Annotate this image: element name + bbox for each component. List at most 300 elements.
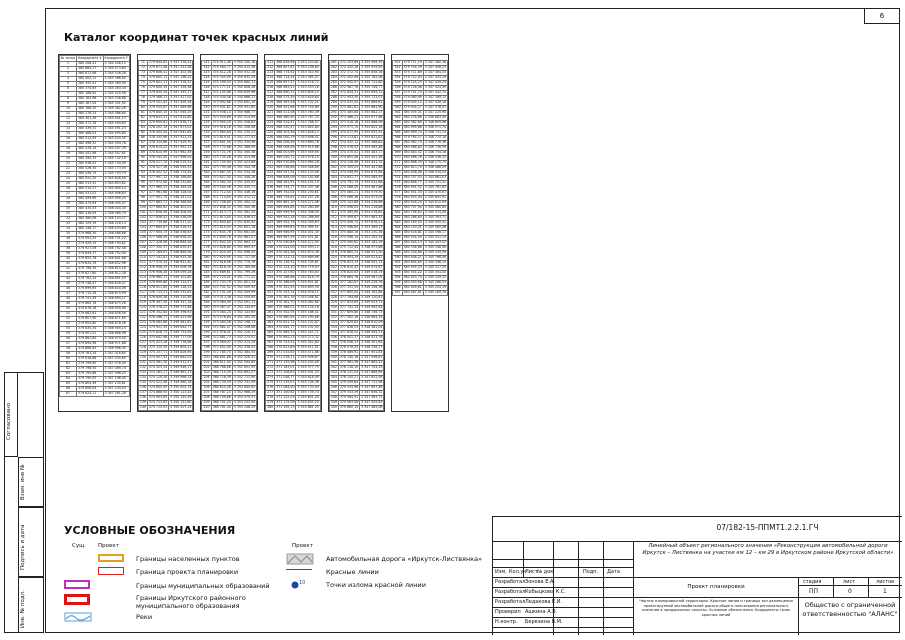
coord-y-cell: 3 349 023,41 (361, 254, 383, 259)
point-number-cell: 113 (139, 269, 146, 274)
coord-y-cell: 3 346 832,96 (103, 262, 129, 267)
point-number-cell: 112 (139, 264, 146, 269)
coord-y-cell: 3 353 915,88 (297, 144, 319, 149)
coord-x-cell: 379 080,99 (403, 94, 422, 99)
legend-item-project-boundary: Граница проекта планировки (136, 568, 239, 576)
point-number-cell: 173 (203, 219, 210, 224)
coord-x-cell: 375 880,16 (339, 229, 359, 234)
coord-y-cell: 3 345 826,90 (103, 177, 129, 182)
point-number-cell: 3 (60, 72, 77, 77)
coord-y-cell: 3 354 976,11 (297, 289, 319, 294)
point-number-cell: 284 (330, 74, 337, 79)
coord-y-cell: 3 352 144,67 (233, 304, 256, 309)
coord-y-cell: 3 350 988,77 (233, 109, 256, 114)
coord-y-cell: 3 351 695,47 (233, 244, 256, 249)
catalog-column (264, 54, 322, 412)
coord-x-cell: 376 266,77 (148, 314, 168, 319)
coord-x-cell: 379 534,98 (339, 384, 359, 389)
coord-y-cell: 3 353 079,31 (233, 394, 256, 399)
coord-y-cell: 3 346 751,22 (103, 237, 129, 242)
legend-item-red-lines: Красные линии (326, 568, 379, 576)
point-number-cell: 185 (203, 279, 210, 284)
name-4: Ашкина А.В. (525, 609, 558, 615)
coord-y-cell: 3 346 738,59 (424, 144, 447, 149)
coord-x-cell: 380 439,31 (77, 127, 104, 132)
coord-y-cell: 3 353 962,43 (361, 214, 383, 219)
coord-y-cell: 3 355 085,93 (361, 174, 383, 179)
point-number-cell: 181 (203, 259, 210, 264)
point-number-cell: 371 (394, 159, 401, 164)
coord-y-cell: 3 349 966,13 (170, 374, 192, 379)
point-number-cell: 283 (330, 69, 337, 74)
point-number-cell: 131 (139, 359, 146, 364)
coord-y-cell: 3 347 464,03 (424, 69, 447, 74)
coord-x-cell: 380 372,78 (77, 122, 104, 127)
sheet-description: Чертеж планировочной территории. Красные линии и границы зон размещения проектируемой автомобильной дороги общего пользования регионального значения в придорожных полосах. Условные обозначения. Координаты точек красных линий (639, 599, 793, 617)
point-number-cell: 93 (138, 170, 147, 175)
point-number-cell: 312 (330, 214, 337, 219)
coord-y-cell: 3 350 151,80 (170, 399, 192, 404)
municipal-boundary-swatch (64, 580, 90, 589)
coord-x-cell: 375 712,44 (339, 244, 359, 249)
point-number-cell: 199 (203, 349, 210, 354)
point-number-cell: 208 (203, 394, 210, 399)
coord-y-cell: 3 347 951,83 (361, 349, 383, 354)
point-number-cell: 298 (330, 144, 337, 149)
coord-y-cell: 3 353 236,85 (297, 64, 319, 69)
point-number-cell: 84 (138, 125, 147, 130)
coord-y-cell: 3 351 780,08 (233, 264, 256, 269)
coord-y-cell: 3 345 374,49 (424, 209, 447, 214)
legend-item-road: Автомобильная дорога «Иркутск-Листвянка» (326, 555, 483, 563)
coord-y-cell: 3 349 804,11 (170, 344, 192, 349)
coord-y-cell: 3 347 198,22 (170, 74, 192, 79)
point-number-cell: 17 (60, 142, 77, 147)
point-number-cell: 172 (203, 214, 210, 219)
coord-x-cell: 369 134,77 (276, 184, 295, 189)
coord-y-cell: 3 348 610,09 (361, 319, 383, 324)
legend-item-rivers: Реки (136, 613, 153, 621)
coord-y-cell: 3 351 779,76 (233, 259, 256, 264)
coord-x-cell: 378 118,10 (339, 364, 359, 369)
coord-x-cell: 380 276,13 (77, 112, 104, 117)
point-number-cell: 396 (394, 284, 401, 289)
coord-y-cell: 3 346 794,62 (103, 242, 129, 247)
hdr-ndoc: № док (537, 569, 554, 575)
coord-y-cell: 3 351 544,78 (233, 164, 256, 169)
coord-y-cell: 3 349 120,61 (361, 294, 383, 299)
legend-title: УСЛОВНЫЕ ОБОЗНАЧЕНИЯ (64, 524, 236, 537)
point-number-cell: 61 (60, 362, 77, 367)
coord-y-cell: 3 350 532,28 (233, 69, 256, 74)
point-number-cell: 11 (60, 112, 77, 117)
table-row (60, 392, 130, 397)
page-title: Каталог координат точек красных линий (64, 31, 329, 44)
coord-x-cell: 372 645,76 (212, 229, 231, 234)
coord-x-cell: 370 386,09 (276, 279, 295, 284)
coord-x-cell: 380 380,06 (77, 217, 104, 222)
point-number-cell: 64 (60, 377, 77, 382)
point-number-cell: 356 (394, 84, 401, 89)
point-number-cell: 86 (138, 135, 147, 140)
coord-y-cell: 3 350 145,59 (170, 394, 192, 399)
coord-y-cell: 3 345 555,41 (424, 219, 447, 224)
coord-x-cell: 373 064,49 (212, 299, 231, 304)
point-number-cell: 272 (267, 364, 274, 369)
coord-x-cell: 379 882,85 (77, 337, 104, 342)
coord-x-cell: 376 620,63 (339, 269, 359, 274)
coord-x-cell: 376 378,22 (148, 304, 168, 309)
coord-x-cell: 376 352,84 (148, 309, 168, 314)
coord-x-cell: 372 712,44 (212, 189, 231, 194)
point-number-cell: 87 (138, 140, 147, 145)
point-number-cell: 222 (267, 114, 274, 119)
point-number-cell: 206 (203, 384, 210, 389)
coord-x-cell: 377 883,71 (148, 199, 168, 204)
coord-y-cell: 3 347 697,46 (361, 384, 383, 389)
coord-x-cell: 377 629,82 (339, 319, 359, 324)
coord-x-cell: 373 795,46 (212, 164, 231, 169)
coord-y-cell: 3 346 005,07 (103, 202, 129, 207)
coord-x-cell: 370 542,05 (276, 309, 295, 314)
coord-y-cell: 3 355 022,88 (361, 179, 383, 184)
coord-x-cell: 369 734,61 (276, 194, 295, 199)
coord-y-cell: 3 346 216,13 (103, 222, 129, 227)
coord-x-cell: 368 811,94 (212, 359, 231, 364)
coord-x-cell: 380 672,06 (77, 72, 104, 77)
point-number-cell: 83 (138, 120, 147, 125)
coord-x-cell: 373 865,64 (212, 129, 231, 134)
point-number-cell: 318 (330, 244, 337, 249)
coord-x-cell: 379 907,01 (77, 332, 104, 337)
coord-y-cell: 3 348 973,86 (361, 244, 383, 249)
coord-x-cell: 372 953,30 (339, 94, 359, 99)
settlement-boundary-swatch (98, 554, 124, 562)
coord-x-cell: 373 013,38 (212, 294, 231, 299)
hdr-data: Дата (607, 569, 620, 575)
coord-y-cell: 3 349 059,28 (170, 269, 192, 274)
coord-x-cell: 379 894,56 (77, 342, 104, 347)
coord-x-cell: 372 618,08 (212, 259, 231, 264)
point-number-cell: 367 (394, 139, 401, 144)
coord-y-cell: 3 346 433,69 (103, 227, 129, 232)
coord-y-cell: 3 349 826,95 (170, 349, 192, 354)
coord-y-cell: 3 355 082,60 (297, 299, 319, 304)
point-number-cell: 164 (203, 174, 210, 179)
coord-x-cell: 379 640,15 (148, 109, 168, 114)
point-number-cell: 167 (203, 189, 210, 194)
coord-y-cell: 3 346 153,27 (103, 217, 129, 222)
point-number-cell: 104 (139, 224, 146, 229)
point-number-cell: 194 (203, 324, 210, 329)
point-number-cell: 388 (394, 244, 401, 249)
point-number-cell: 387 (394, 239, 401, 244)
coord-x-cell: 372 620,95 (212, 254, 231, 259)
point-number-cell: 378 (394, 194, 401, 199)
coord-x-cell: 374 570,52 (339, 149, 359, 154)
coord-y-cell: 3 354 191,15 (297, 179, 319, 184)
coord-x-cell: 374 588,05 (339, 184, 359, 189)
point-number-cell: 146 (203, 84, 210, 89)
point-number-cell: 15 (60, 132, 77, 137)
coord-x-cell: 368 006,56 (276, 139, 295, 144)
river-swatch (64, 612, 92, 622)
coord-y-cell: 3 348 915,38 (170, 254, 192, 259)
coord-x-cell: 379 764,57 (403, 134, 422, 139)
coord-y-cell: 3 354 280,89 (297, 204, 319, 209)
coord-x-cell: 380 362,74 (403, 139, 422, 144)
coord-x-cell: 368 714,54 (276, 74, 295, 79)
coord-y-cell: 3 352 692,57 (233, 369, 256, 374)
point-number-cell: 149 (203, 99, 210, 104)
point-number-cell: 386 (394, 234, 401, 239)
point-number-cell: 362 (394, 114, 401, 119)
coord-x-cell: 374 903,65 (148, 394, 168, 399)
coord-y-cell: 3 353 939,94 (297, 149, 319, 154)
coord-x-cell: 380 555,33 (403, 264, 422, 269)
point-number-cell: 390 (394, 254, 401, 259)
coord-x-cell: 378 517,70 (148, 159, 168, 164)
coord-x-cell: 368 000,29 (276, 134, 295, 139)
sheets-label: листов (876, 579, 895, 585)
coord-x-cell: 372 780,75 (212, 349, 231, 354)
point-number-cell: 358 (394, 94, 401, 99)
point-number-cell: 166 (203, 184, 210, 189)
point-number-cell: 98 (138, 195, 147, 200)
coord-y-cell: 3 347 089,74 (103, 367, 129, 372)
point-number-cell: 282 (330, 64, 337, 69)
point-number-cell: 168 (203, 194, 210, 199)
coord-y-cell: 3 349 347,18 (170, 299, 192, 304)
coord-y-cell: 3 355 441,56 (361, 154, 383, 159)
coord-x-cell: 379 711,89 (403, 69, 422, 74)
coord-x-cell: 379 795,88 (77, 372, 104, 377)
coord-y-cell: 3 347 563,72 (361, 394, 383, 399)
coord-y-cell: 3 347 427,02 (170, 94, 192, 99)
coord-x-cell: 374 128,46 (339, 159, 359, 164)
coord-y-cell: 3 345 766,06 (424, 254, 447, 259)
coord-y-cell: 3 346 834,06 (103, 287, 129, 292)
point-number-cell: 216 (267, 84, 274, 89)
coord-y-cell: 3 347 996,04 (170, 154, 192, 159)
coord-x-cell: 369 881,10 (276, 199, 295, 204)
point-number-cell: 18 (60, 147, 77, 152)
coord-x-cell: 369 942,18 (276, 214, 295, 219)
coord-x-cell: 369 057,54 (276, 169, 295, 174)
coord-x-cell: 379 601,11 (148, 79, 168, 84)
coord-x-cell: 378 131,04 (339, 369, 359, 374)
point-number-cell: 238 (267, 194, 274, 199)
section-name: Проект планировки (687, 584, 745, 590)
coord-y-cell: 3 348 411,76 (361, 334, 383, 339)
point-number-cell: 203 (203, 369, 210, 374)
coord-y-cell: 3 345 380,94 (103, 82, 129, 87)
coord-y-cell: 3 347 922,25 (170, 134, 192, 139)
point-number-cell: 81 (138, 110, 147, 115)
coord-x-cell: 374 030,58 (212, 94, 231, 99)
point-number-cell: 277 (267, 389, 274, 394)
coord-x-cell: 371 015,83 (276, 349, 295, 354)
point-number-cell: 196 (203, 334, 210, 339)
coord-y-cell: 3 347 952,13 (170, 144, 192, 149)
coord-y-cell: 3 355 232,93 (297, 324, 319, 329)
coord-y-cell: 3 345 304,40 (424, 269, 447, 274)
coord-x-cell: 379 549,84 (339, 379, 359, 384)
coord-x-cell: 371 145,98 (276, 359, 295, 364)
coord-y-cell: 3 348 095,53 (170, 164, 192, 169)
coord-x-cell: 372 605,84 (212, 219, 231, 224)
coord-x-cell: 371 183,01 (276, 364, 295, 369)
point-number-cell: 1 (60, 62, 77, 67)
coord-x-cell: 379 827,80 (77, 272, 104, 277)
point-number-cell: 137 (139, 389, 146, 394)
coord-y-cell: 3 345 386,80 (103, 112, 129, 117)
point-number-cell: 239 (267, 199, 274, 204)
coord-x-cell: 378 001,37 (339, 334, 359, 339)
coord-y-cell: 3 348 019,31 (170, 159, 192, 164)
coord-x-cell: 373 772,68 (212, 144, 231, 149)
table-row (393, 290, 448, 295)
coord-y-cell: 3 345 393,71 (424, 214, 447, 219)
stage-value: ПП (809, 588, 819, 595)
point-number-cell: 228 (267, 144, 274, 149)
coord-y-cell: 3 348 952,13 (361, 259, 383, 264)
catalog-column (328, 54, 386, 412)
point-number-cell: 4 (60, 77, 77, 82)
coord-y-cell: 3 353 976,10 (297, 154, 319, 159)
coord-x-cell: 370 050,89 (276, 239, 295, 244)
point-number-cell: 291 (330, 109, 337, 114)
point-number-cell: 317 (330, 239, 337, 244)
strip-label-podpis: Подпись и дата (20, 524, 26, 570)
coord-x-cell: 373 571,74 (339, 124, 359, 129)
point-number-cell: 97 (138, 190, 147, 195)
coord-y-cell: 3 354 705,61 (297, 259, 319, 264)
coord-x-cell: 380 493,68 (403, 279, 422, 284)
point-number-cell: 389 (394, 249, 401, 254)
coord-y-cell: 3 355 861,25 (297, 404, 319, 409)
point-number-cell: 143 (203, 69, 210, 74)
coord-y-cell: 3 347 316,32 (170, 59, 192, 64)
point-number-cell: 346 (330, 384, 337, 389)
point-number-cell: 377 (394, 189, 401, 194)
coord-x-cell: 371 078,11 (276, 354, 295, 359)
coord-y-cell: 3 347 614,80 (170, 114, 192, 119)
coord-x-cell: 380 405,11 (77, 77, 104, 82)
coord-x-cell: 376 884,78 (339, 274, 359, 279)
point-number-cell: 241 (267, 209, 274, 214)
point-number-cell: 95 (138, 180, 147, 185)
coord-x-cell: 369 038,86 (276, 164, 295, 169)
role-4: Проверил (495, 609, 521, 615)
coord-y-cell: 3 353 220,82 (297, 59, 319, 64)
point-number-cell: 110 (139, 254, 146, 259)
coord-x-cell: 380 526,30 (77, 167, 104, 172)
coord-x-cell: 378 614,22 (148, 144, 168, 149)
coord-x-cell: 374 907,92 (148, 354, 168, 359)
point-number-cell: 257 (267, 289, 274, 294)
coord-x-cell: 368 709,86 (212, 394, 231, 399)
coord-y-cell: 3 347 408,23 (424, 64, 447, 69)
point-number-cell: 246 (267, 234, 274, 239)
coord-x-cell: 379 782,24 (77, 277, 104, 282)
coord-x-cell: 377 269,81 (148, 249, 168, 254)
point-number-cell: 305 (330, 179, 337, 184)
coord-y-cell: 3 351 448,26 (233, 174, 256, 179)
point-number-cell: 313 (330, 219, 337, 224)
point-number-cell: 175 (203, 229, 210, 234)
coord-y-cell: 3 354 875,86 (361, 169, 383, 174)
coord-x-cell: 378 002,52 (148, 169, 168, 174)
point-number-cell: 147 (203, 89, 210, 94)
point-number-cell: 117 (139, 289, 146, 294)
coord-x-cell: 378 056,13 (339, 339, 359, 344)
coord-y-cell: 3 355 046,81 (297, 294, 319, 299)
coord-y-cell: 3 347 712,96 (361, 379, 383, 384)
coord-x-cell: 372 645,76 (212, 234, 231, 239)
coord-x-cell: 380 303,26 (77, 117, 104, 122)
coord-x-cell: 380 444,13 (403, 239, 422, 244)
coord-x-cell: 368 739,59 (212, 379, 231, 384)
coord-x-cell: 373 992,68 (212, 99, 231, 104)
coord-x-cell: 369 894,85 (276, 204, 295, 209)
coord-x-cell: 368 774,52 (276, 69, 295, 74)
point-number-cell: 337 (330, 339, 337, 344)
coord-x-cell: 368 787,23 (212, 389, 231, 394)
catalog-table (392, 55, 448, 296)
point-number-cell: 211 (267, 59, 274, 64)
legend (64, 524, 504, 639)
coord-x-cell: 380 951,52 (403, 184, 422, 189)
coord-x-cell: 368 825,26 (212, 384, 231, 389)
coord-x-cell: 379 952,53 (77, 237, 104, 242)
coord-y-cell: 3 348 689,06 (170, 249, 192, 254)
coord-y-cell: 3 354 247,26 (297, 194, 319, 199)
point-number-cell: 247 (267, 239, 274, 244)
legend-header-project-right: Проект (292, 543, 313, 549)
coord-y-cell: 3 349 310,56 (170, 294, 192, 299)
point-number-cell: 23 (60, 172, 77, 177)
point-number-cell: 102 (139, 214, 146, 219)
coord-y-cell: 3 354 893,30 (297, 284, 319, 289)
point-number-cell: 397 (394, 289, 401, 294)
coord-y-cell: 3 353 609,14 (297, 89, 319, 94)
coord-y-cell: 3 345 317,55 (424, 264, 447, 269)
point-number-cell: 251 (267, 259, 274, 264)
point-number-cell: 184 (203, 274, 210, 279)
coord-x-cell: 368 503,48 (276, 129, 295, 134)
point-number-cell: 252 (267, 264, 274, 269)
coord-y-cell: 3 355 732,80 (361, 79, 383, 84)
coord-x-cell: 380 536,02 (77, 162, 104, 167)
coord-x-cell: 380 329,19 (77, 222, 104, 227)
point-number-cell: 383 (394, 219, 401, 224)
coord-y-cell: 3 349 980,78 (170, 379, 192, 384)
coord-x-cell: 380 483,32 (403, 149, 422, 154)
coord-x-cell: 371 100,62 (276, 389, 295, 394)
point-number-cell: 90 (138, 155, 147, 160)
coord-y-cell: 3 345 339,39 (424, 249, 447, 254)
coord-x-cell: 368 701,24 (212, 399, 231, 404)
point-number-cell: 139 (139, 399, 146, 404)
coord-y-cell: 3 350 892,10 (233, 99, 256, 104)
coord-y-cell: 3 349 008,76 (170, 264, 192, 269)
coord-y-cell: 3 355 411,01 (297, 344, 319, 349)
coord-y-cell: 3 346 996,45 (103, 347, 129, 352)
coord-y-cell: 3 352 651,93 (233, 364, 256, 369)
point-number-cell: 333 (330, 319, 337, 324)
coord-x-cell: 370 692,23 (276, 334, 295, 339)
